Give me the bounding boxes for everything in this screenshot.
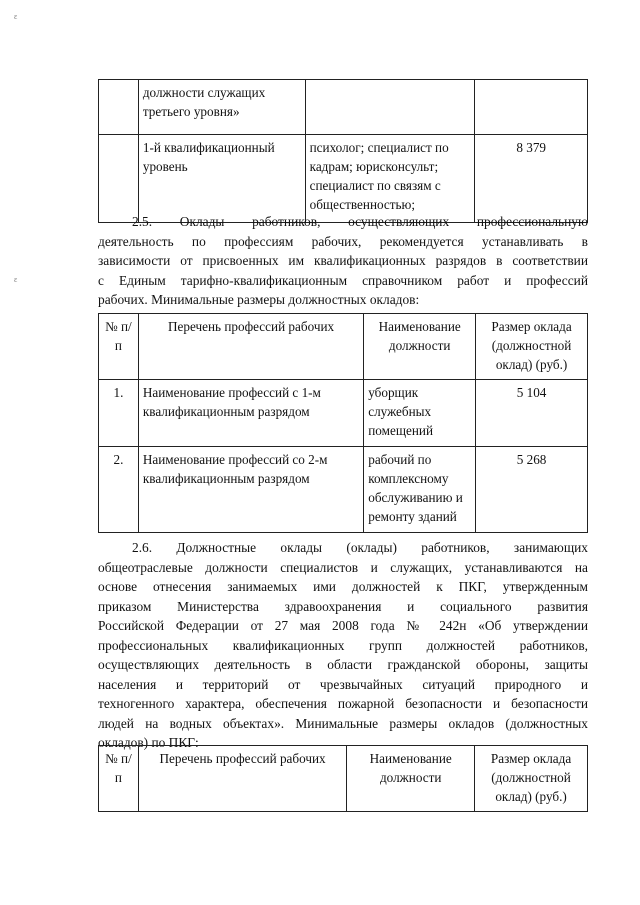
header-num: № п/п	[99, 746, 139, 812]
table-cell-positions	[305, 80, 475, 135]
table-header-row	[99, 746, 588, 812]
paragraph-line: Российской Федерации от 27 мая 2008 года № 242н «Об утверждении	[98, 618, 588, 633]
table-cell-positions: психолог; специалист по кадрам; юрисконсульт; специалист по связям с общественностью;	[305, 135, 475, 223]
header-num: № п/п	[99, 314, 139, 380]
paragraph-line: осуществляющих деятельность в области гражданской обороны, защиты	[98, 657, 588, 672]
margin-mark: ε	[14, 275, 18, 284]
table-row	[99, 80, 588, 135]
margin-mark: ε	[14, 12, 18, 21]
paragraph-line: техногенного характера, обеспечения пожарной безопасности и безопасности	[98, 696, 588, 711]
table-cell-salary	[475, 80, 588, 135]
table-cell-group: 1-й квалификационный уровень	[138, 135, 305, 223]
paragraph-line: деятельность по профессиям рабочих, рекомендуется устанавливать в	[98, 233, 588, 249]
paragraph-2-6	[98, 538, 588, 753]
cell-num: 1.	[99, 380, 139, 447]
paragraph-line: населения и территорий от чрезвычайных ситуаций природного и	[98, 676, 588, 692]
table-row	[99, 135, 588, 223]
table-header-row	[99, 314, 588, 380]
paragraph-line: основе отнесения занимаемых ими должностей к ПКГ, утвержденным	[98, 579, 588, 594]
cell-salary: 5 268	[476, 447, 588, 533]
paragraph-line: 2.5. Оклады работников, осуществляющих профессиональную	[132, 214, 588, 229]
paragraph-line: рабочих. Минимальные размеры должностных окладов:	[98, 292, 420, 307]
table-bottom	[98, 745, 588, 812]
header-salary: Размер оклада (должностной оклад) (руб.)	[476, 314, 588, 380]
paragraph-line: с Единым тарифно-квалификационным справочником работ и профессий	[98, 272, 588, 288]
header-list: Перечень профессий рабочих	[138, 746, 346, 812]
table-row	[99, 447, 588, 533]
table-workers	[98, 313, 588, 533]
header-list: Перечень профессий рабочих	[138, 314, 363, 380]
paragraph-line: профессиональных квалификационных групп должностей работников,	[98, 637, 588, 653]
table-cell-salary: 8 379	[475, 135, 588, 223]
cell-list: Наименование профессий со 2-м квалификационным разрядом	[138, 447, 363, 533]
paragraph-line: общеотраслевые должности специалистов и служащих, устанавливаются на	[98, 559, 588, 575]
paragraph-line: приказом Министерства здравоохранения и социального развития	[98, 598, 588, 614]
table-top	[98, 79, 588, 223]
cell-num: 2.	[99, 447, 139, 533]
table-cell	[99, 80, 139, 135]
paragraph-line: людей на водных объектах». Минимальные размеры окладов (должностных	[98, 715, 588, 731]
table-row	[99, 380, 588, 447]
table-cell-group: должности служащих третьего уровня»	[138, 80, 305, 135]
cell-name: уборщик служебных помещений	[364, 380, 476, 447]
header-name: Наименование должности	[347, 746, 475, 812]
cell-salary: 5 104	[476, 380, 588, 447]
paragraph-2-5	[98, 212, 588, 310]
cell-list: Наименование профессий с 1-м квалификационным разрядом	[138, 380, 363, 447]
paragraph-line: 2.6. Должностные оклады (оклады) работников, занимающих	[132, 540, 588, 555]
paragraph-line: окладов) по ПКГ:	[98, 735, 199, 750]
cell-name: рабочий по комплексному обслуживанию и ремонту зданий	[364, 447, 476, 533]
header-name: Наименование должности	[364, 314, 476, 380]
paragraph-line: зависимости от присвоенных им квалификационных разрядов в соответствии	[98, 253, 588, 268]
table-cell	[99, 135, 139, 223]
header-salary: Размер оклада (должностной оклад) (руб.)	[475, 746, 588, 812]
